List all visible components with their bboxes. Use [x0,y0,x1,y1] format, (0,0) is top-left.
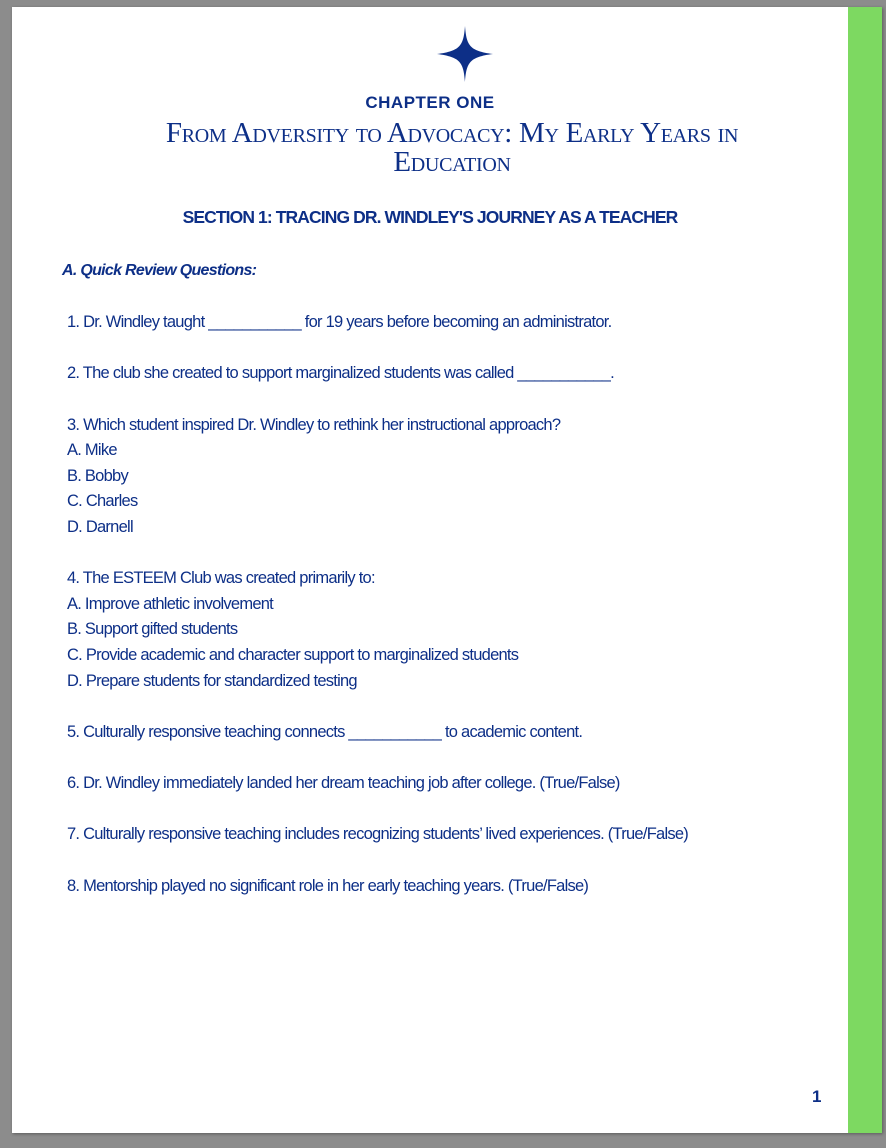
question-4-option-d: D. Prepare students for standardized testing [67,672,357,690]
question-3-option-b: B. Bobby [67,467,128,485]
question-1: 1. Dr. Windley taught ___________ for 19 years before becoming an administrator. [67,313,612,331]
question-3-option-c: C. Charles [67,492,138,510]
chapter-label: CHAPTER ONE [365,93,495,112]
question-3-option-d: D. Darnell [67,518,133,536]
question-4-option-c: C. Provide academic and character support to marginalized students [67,646,519,664]
question-8: 8. Mentorship played no significant role in her early teaching years. (True/False) [67,877,589,895]
accent-sidebar-bar [848,7,882,1133]
section-heading: SECTION 1: TRACING DR. WINDLEY'S JOURNEY AS A TEACHER [182,207,678,227]
quick-review-heading: A. Quick Review Questions: [62,262,257,279]
chapter-title-line-2: Education [393,146,511,178]
question-7: 7. Culturally responsive teaching includes recognizing students’ lived experiences. (True/False) [67,825,689,843]
question-6: 6. Dr. Windley immediately landed her dream teaching job after college. (True/False) [67,774,620,792]
chapter-title-line-1: From Adversity to Advocacy: My Early Years in [165,117,739,149]
question-3: 3. Which student inspired Dr. Windley to rethink her instructional approach? [67,416,561,434]
question-5: 5. Culturally responsive teaching connects ___________ to academic content. [67,723,583,741]
question-4-option-b: B. Support gifted students [67,620,238,638]
question-2: 2. The club she created to support marginalized students was called ___________. [67,364,614,382]
four-point-star-icon [436,25,494,83]
chapter-title [112,119,792,177]
question-4: 4. The ESTEEM Club was created primarily to: [67,569,375,587]
document-page [12,7,882,1133]
question-3-option-a: A. Mike [67,441,117,459]
page-number: 1 [812,1087,822,1106]
question-4-option-a: A. Improve athletic involvement [67,595,274,613]
